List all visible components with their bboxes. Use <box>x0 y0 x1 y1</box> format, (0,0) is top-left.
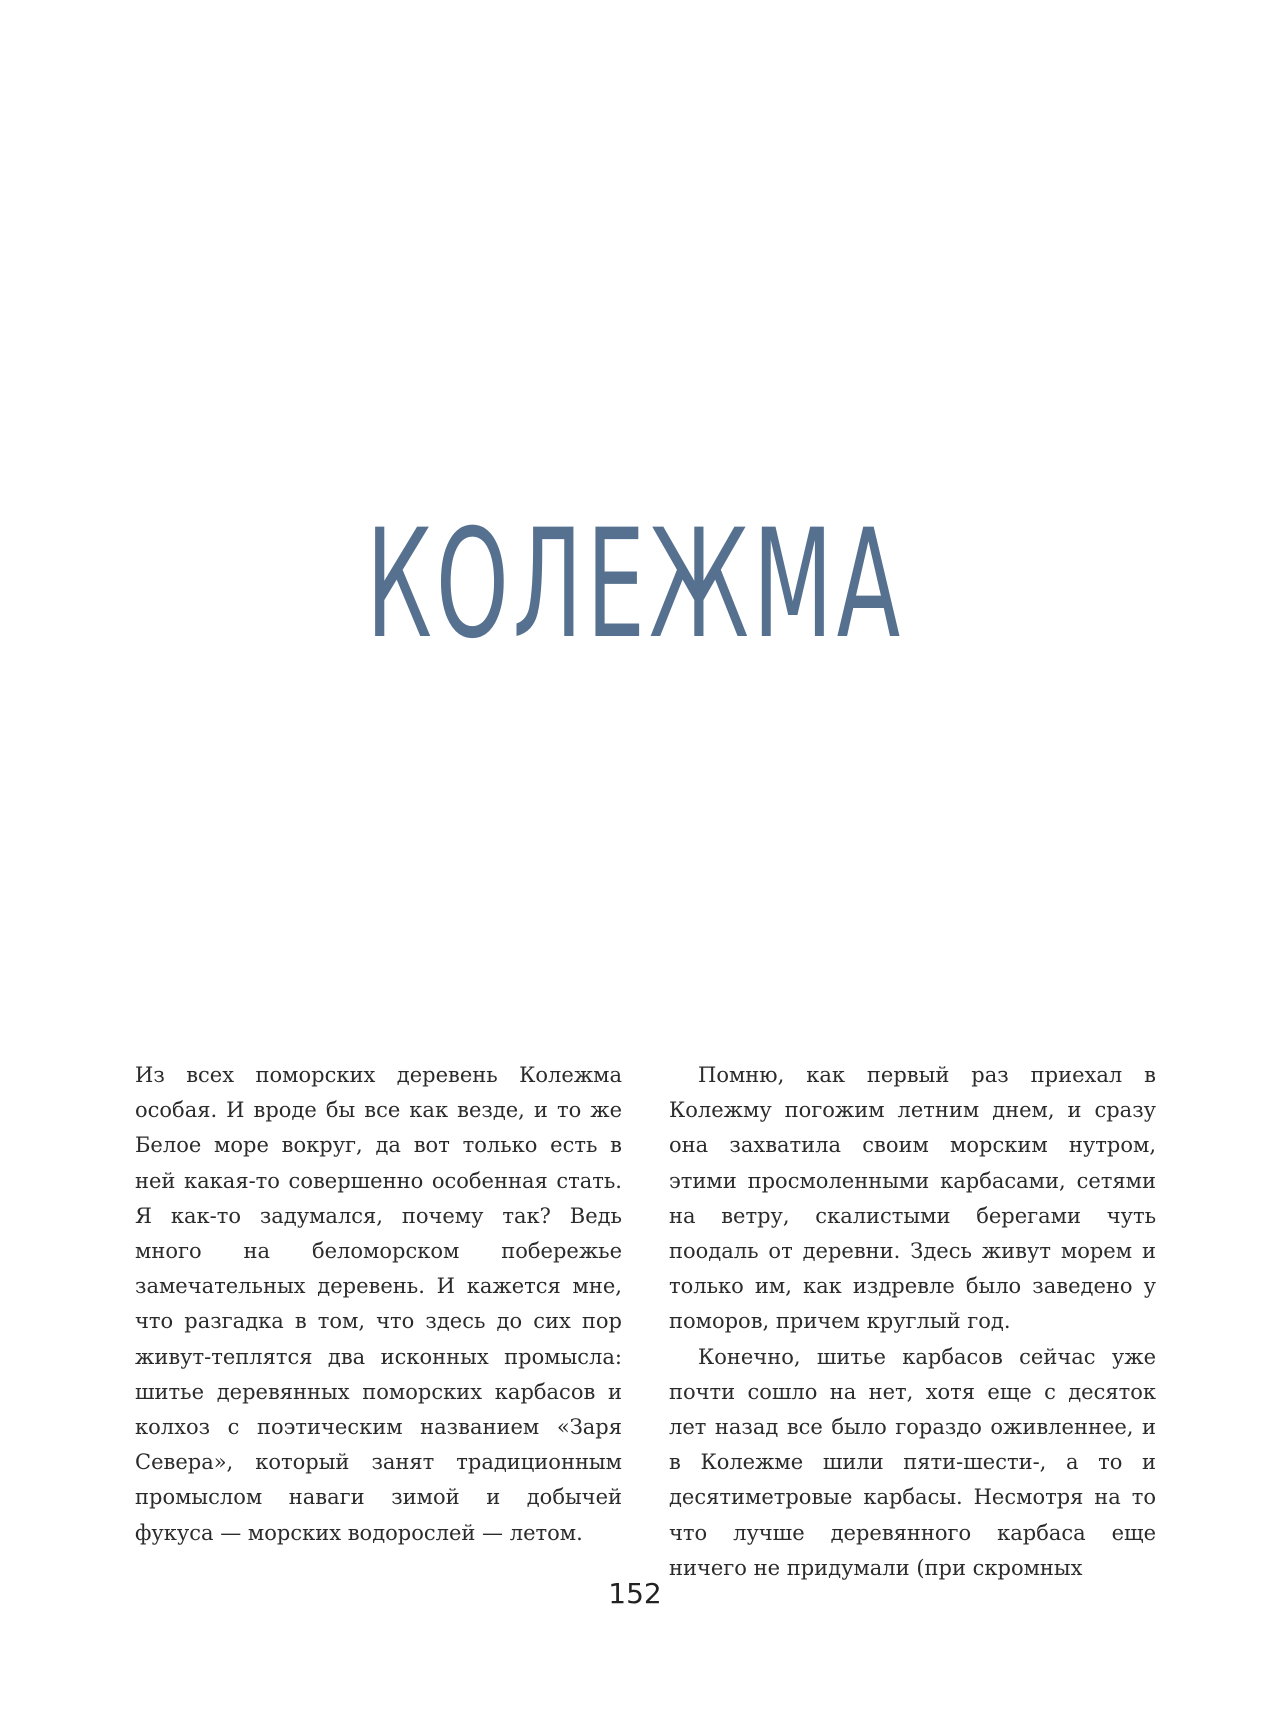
chapter-title: КОЛЕЖМА <box>365 498 904 672</box>
paragraph: Конечно, шитье карбасов сейчас уже почти сошло на нет, хотя еще с десяток лет назад все было гораздо оживленнее, и в Колежме шили пяти-шести-, а то и десятиметровые карбасы. Несмотря на то что лучше деревянного карбаса еще ничего не придумали (при скромных <box>669 1344 1156 1580</box>
paragraph: Из всех поморских деревень Колежма особая. И вроде бы все как везде, и то же Белое море вокруг, да вот только есть в ней какая-то совершенно особенная стать. Я как-то задумался, почему так? Ведь много на беломорском побережье замечательных деревень. И кажется мне, что разгадка в том, что здесь до сих пор живут-теплятся два исконных промысла: шитье деревянных поморских карбасов и колхоз с поэтическим названием «Заря Севера», который занят традиционным промыслом наваги зимой и добычей фукуса — морских водорослей — летом. <box>135 1063 622 1545</box>
paragraph: Помню, как первый раз приехал в Колежму погожим летним днем, и сразу она захватила своим морским нутром, этими просмоленными карбасами, сетями на ветру, скалистыми берегами чуть поодаль от деревни. Здесь живут морем и только им, как издревле было заведено у поморов, причем круглый год. <box>669 1063 1156 1334</box>
page-number: 152 <box>608 1577 662 1610</box>
text-column-left <box>135 1058 622 1551</box>
text-column-right <box>669 1058 1156 1586</box>
